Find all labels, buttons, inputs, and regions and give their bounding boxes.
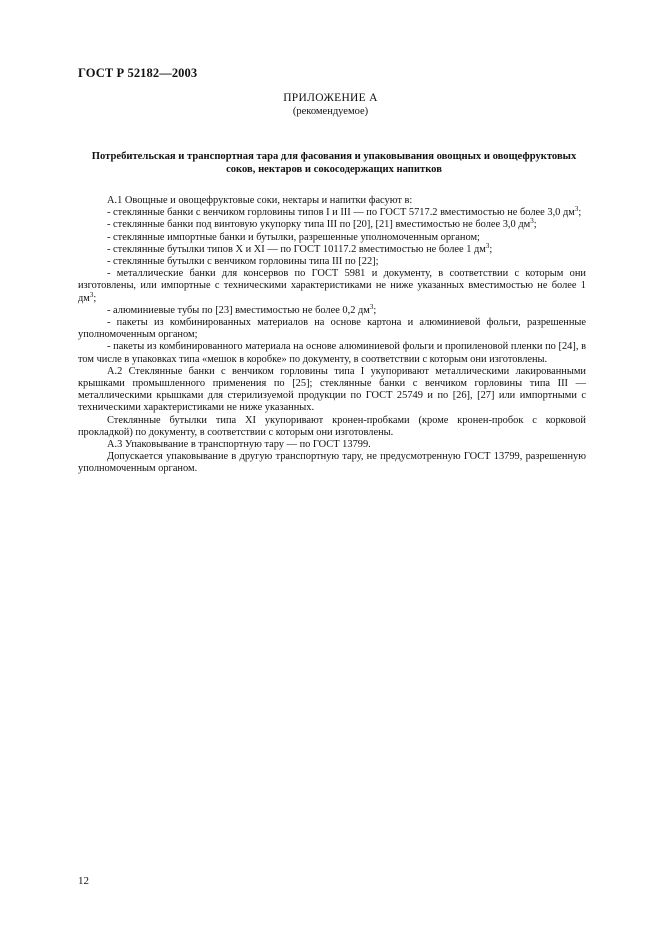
paragraph: - алюминиевые тубы по [23] вместимостью не более 0,2 $дм^3$; bbox=[107, 302, 377, 316]
paragraph: А.1 Овощные и овощефруктовые соки, нектары и напитки фасуют в: bbox=[107, 195, 413, 206]
paragraph: - стеклянные бутылки типов X и XI — по ГОСТ 10117.2 вместимостью не более 1 $дм^3$; bbox=[107, 241, 493, 255]
paragraph: - пакеты из комбинированных материалов на основе картона и алюминиевой фольги, разрешенные уполномоченным органом; bbox=[78, 317, 586, 341]
paragraph: Стеклянные бутылки типа XI укупоривают кронен-пробками (кроме кронен-пробок с корковой прокладкой) по документу, в соответствии с которым они изготовлены. bbox=[78, 414, 586, 438]
paragraph: Допускается упаковывание в другую транспортную тару, не предусмотренную ГОСТ 13799, разрешенную уполномоченным органом. bbox=[78, 451, 586, 475]
section-title: Потребительская и транспортная тара для фасования и упаковывания овощных и овощефруктовых соков, нектаров и сокосодержащих напитков bbox=[91, 151, 577, 175]
paragraph: - металлические банки для консервов по ГОСТ 5981 и документу, в соответствии с которым они изготовлены, или импортные с техническими характеристиками не ниже указанных вместимостью не более 1 $дм^3$; bbox=[78, 268, 586, 304]
body-text bbox=[78, 195, 586, 476]
appendix-title: ПРИЛОЖЕНИЕ А bbox=[283, 92, 378, 104]
paragraph: - стеклянные бутылки с венчиком горловины типа III по [22]; bbox=[107, 256, 379, 268]
appendix-subtitle: (рекомендуемое) bbox=[292, 106, 369, 117]
paragraph: А.3 Упаковывание в транспортную тару — по ГОСТ 13799. bbox=[107, 439, 371, 451]
paragraph: - стеклянные импортные банки и бутылки, разрешенные уполномоченным органом; bbox=[107, 231, 480, 243]
document-header: ГОСТ Р 52182—2003 bbox=[78, 66, 198, 80]
appendix-heading bbox=[0, 92, 661, 118]
paragraph: - стеклянные банки под винтовую укупорку типа III по [20], [21] вместимостью не более 3,0 $дм^3$; bbox=[107, 217, 537, 231]
page-number: 12 bbox=[78, 875, 89, 887]
paragraph: - стеклянные банки с венчиком горловины типов I и III — по ГОСТ 5717.2 вместимостью не более 3,0 $дм^3$; bbox=[107, 205, 582, 219]
paragraph: А.2 Стеклянные банки с венчиком горловины типа I укупоривают металлическими лакированными крышками промышленного применения по [25]; стеклянные банки с венчиком горловины типа III — металлическими крышками для стерилизуемой продукции по ГОСТ 25749 и по [26], [27] или импортными с техническими характеристиками не ниже указанных. bbox=[78, 365, 586, 414]
paragraph: - пакеты из комбинированного материала на основе алюминиевой фольги и пропиленовой пленки по [24], в том числе в упаковках типа «мешок в коробке» по документу, в соответствии с которым они изготовлены. bbox=[78, 341, 586, 365]
